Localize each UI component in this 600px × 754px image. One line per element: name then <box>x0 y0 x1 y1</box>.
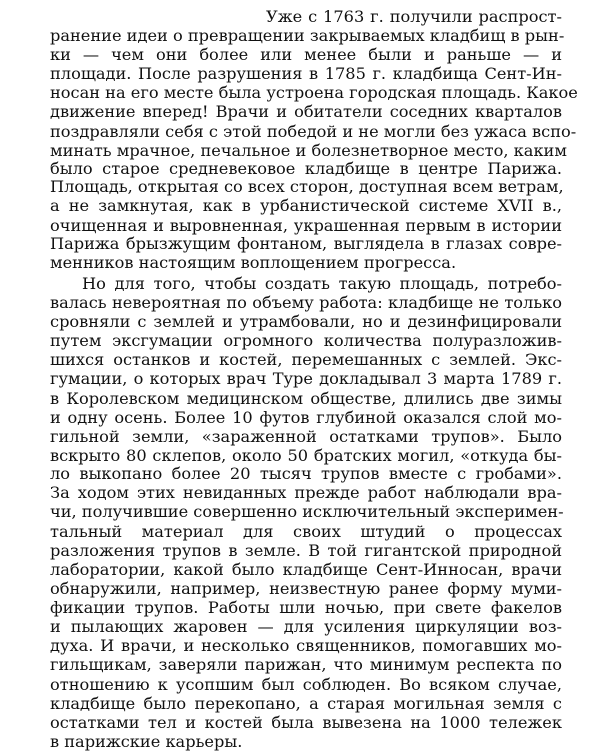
text-line: было старое средневековое кладбище в центре Парижа. <box>50 159 562 178</box>
text-line: разложения трупов в земле. В той гигантской природной <box>50 540 562 560</box>
text-line: минать мрачное, печальное и болезнетворное место, каким <box>50 140 567 160</box>
text-line: Но для того, чтобы создать такую площадь, потребо- <box>82 273 562 293</box>
text-line: чи, получившие совершенно исключительный эксперимен- <box>50 502 564 522</box>
text-line: гумации, о которых врач Туре докладывал 3 марта 1789 г. <box>50 369 562 389</box>
text-line: гильщикам, заверяли парижан, что минимум респекта по <box>50 655 562 675</box>
text-line: Уже с 1763 г. получили распрост- <box>266 6 562 26</box>
text-line: и пылающих жаровен — для усиления циркуляции воз- <box>50 617 562 637</box>
text-line: сровняли с землей и утрамбовали, но и дезинфицировали <box>50 312 562 331</box>
text-line: ки — чем они более или менее были и раньше — и <box>50 45 562 64</box>
text-line: Парижа брызжущим фонтаном, выглядела в глазах совре- <box>50 233 562 253</box>
text-line: отношению к усопшим был соблюден. Во всяком случае, <box>50 674 562 694</box>
text-line: кладбище было перекопано, а старая могильная земля с <box>50 693 562 713</box>
text-line: шихся останков и костей, перемешанных с землей. Экс- <box>50 350 562 370</box>
text-line: ло выкопано более 20 тысяч трупов вместе с гробами». <box>50 464 562 484</box>
text-line: фикации трупов. Работы шли ночью, при свете факелов <box>50 598 562 617</box>
text-line: вскрыто 80 склепов, около 50 братских могил, «откуда бы- <box>50 445 562 465</box>
text-line: Площадь, открытая со всех сторон, доступная всем ветрам, <box>50 177 564 197</box>
text-line: гильной земли, «зараженной остатками трупов». Было <box>50 426 562 446</box>
text-line: валась невероятная по объему работа: кладбище не только <box>50 292 562 312</box>
text-line: лаборатории, какой было кладбище Сент-Инносан, врачи <box>50 559 562 579</box>
text-line: остатками тел и костей была вывезена на 1000 тележек <box>50 712 562 732</box>
text-line: площади. После разрушения в 1785 г. кладбища Сент-Ин- <box>50 64 562 84</box>
text-line: путем эксгумации огромного количества полуразложив- <box>50 331 562 351</box>
text-line: тальный материал для своих штудий о процессах <box>50 521 562 541</box>
text-line: в Королевском медицинском обществе, длились две зимы <box>50 388 562 408</box>
text-line: менников настоящим воплощением прогресса. <box>50 253 457 272</box>
text-line: духа. И врачи, и несколько священников, помогавших мо- <box>50 636 562 656</box>
text-line: носан на его месте была устроена городская площадь. Какое <box>50 83 578 103</box>
text-line: очищенная и выровненная, украшенная первым в истории <box>50 215 562 235</box>
text-line: ранение идеи о превращении закрываемых кладбищ в рын- <box>50 25 565 45</box>
text-line: обнаружили, например, неизвестную ранее форму муми- <box>50 578 562 598</box>
text-line: и одну осень. Более 10 футов глубиной оказался слой мо- <box>50 407 562 427</box>
text-line: За ходом этих невиданных прежде работ наблюдали вра- <box>50 483 562 503</box>
text-line: движение вперед! Врачи и обитатели соседних кварталов <box>50 102 562 122</box>
text-line: а не замкнутая, как в урбанистической системе XVII в., <box>50 196 562 216</box>
text-line: в парижские карьеры. <box>50 731 243 751</box>
text-line: поздравляли себя с этой победой и не могли без ужаса вспо- <box>50 121 577 141</box>
